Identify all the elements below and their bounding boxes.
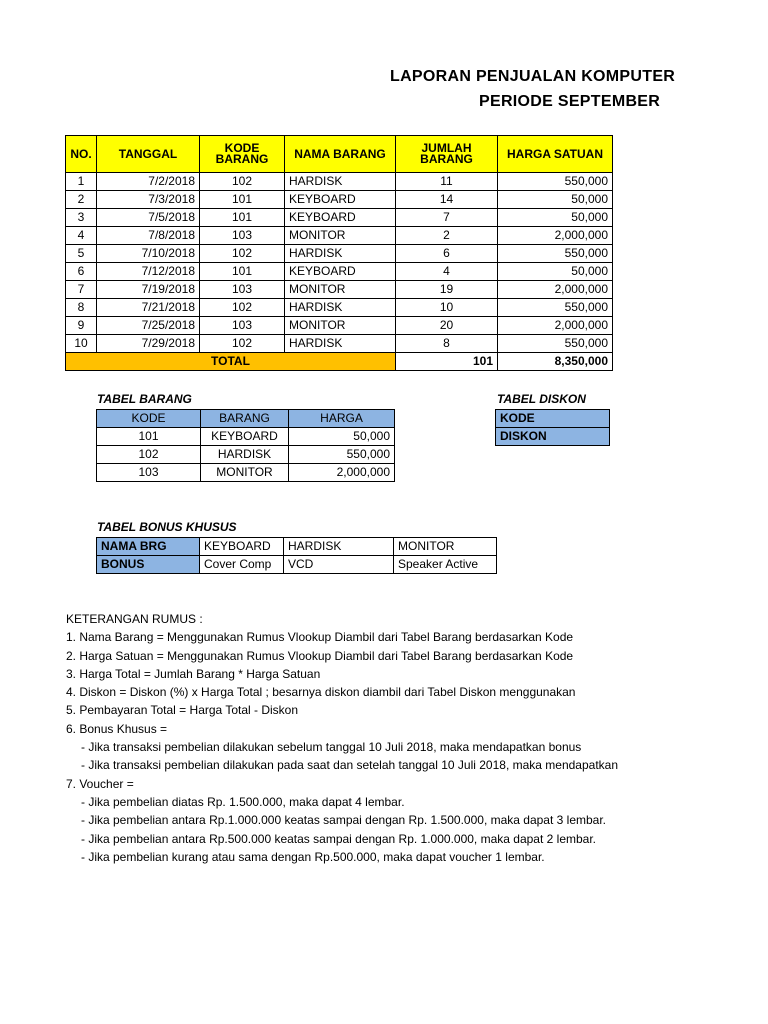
- table-row: [97, 464, 395, 482]
- report-title: LAPORAN PENJUALAN KOMPUTER: [390, 68, 676, 85]
- cell-no[interactable]: 8: [66, 299, 97, 317]
- cell-jumlah[interactable]: 19: [396, 281, 498, 299]
- cell-harga[interactable]: 2,000,000: [498, 317, 613, 335]
- header-kode-barang-label: KODE BARANG: [215, 141, 269, 166]
- cell-nama[interactable]: MONITOR: [285, 281, 396, 299]
- cell-kode[interactable]: 102: [200, 299, 285, 317]
- cell-kode[interactable]: 102: [200, 335, 285, 353]
- note-subline: - Jika transaksi pembelian dilakukan pada saat dan setelah tanggal 10 Juli 2018, maka mendapatkan: [81, 758, 619, 773]
- cell-kode[interactable]: 102: [200, 173, 285, 191]
- sales-table: [65, 135, 613, 371]
- tabel-diskon: [495, 409, 610, 446]
- barang-cell-nama[interactable]: HARDISK: [201, 446, 289, 464]
- tabel-bonus-title: TABEL BONUS KHUSUS: [97, 520, 237, 534]
- cell-no[interactable]: 10: [66, 335, 97, 353]
- diskon-row-kode: [496, 410, 610, 428]
- diskon-diskon-label[interactable]: DISKON: [496, 428, 610, 446]
- cell-tanggal[interactable]: 7/12/2018: [97, 263, 200, 281]
- barang-cell-kode[interactable]: 101: [97, 428, 201, 446]
- cell-no[interactable]: 4: [66, 227, 97, 245]
- header-nama-barang[interactable]: NAMA BARANG: [285, 136, 396, 173]
- barang-header-barang[interactable]: BARANG: [201, 410, 289, 428]
- barang-header-kode[interactable]: KODE: [97, 410, 201, 428]
- cell-nama[interactable]: MONITOR: [285, 227, 396, 245]
- table-row: [66, 335, 613, 353]
- barang-cell-kode[interactable]: 103: [97, 464, 201, 482]
- table-row: [66, 245, 613, 263]
- cell-no[interactable]: 9: [66, 317, 97, 335]
- cell-tanggal[interactable]: 7/21/2018: [97, 299, 200, 317]
- bonus-item-keyboard[interactable]: KEYBOARD: [200, 538, 284, 556]
- tabel-barang-title: TABEL BARANG: [97, 392, 192, 406]
- cell-nama[interactable]: KEYBOARD: [285, 191, 396, 209]
- cell-jumlah[interactable]: 14: [396, 191, 498, 209]
- table-row: [66, 191, 613, 209]
- note-subline: - Jika transaksi pembelian dilakukan sebelum tanggal 10 Juli 2018, maka mendapatkan bonus: [81, 740, 582, 755]
- notes-heading: KETERANGAN RUMUS :: [66, 612, 203, 626]
- cell-nama[interactable]: MONITOR: [285, 317, 396, 335]
- table-row: [66, 209, 613, 227]
- barang-cell-kode[interactable]: 102: [97, 446, 201, 464]
- cell-kode[interactable]: 101: [200, 209, 285, 227]
- cell-harga[interactable]: 2,000,000: [498, 281, 613, 299]
- cell-kode[interactable]: 103: [200, 281, 285, 299]
- diskon-kode-label[interactable]: KODE: [496, 410, 610, 428]
- note-subline: - Jika pembelian kurang atau sama dengan Rp.500.000, maka dapat voucher 1 lembar.: [81, 849, 545, 864]
- barang-cell-harga[interactable]: 550,000: [289, 446, 395, 464]
- cell-jumlah[interactable]: 11: [396, 173, 498, 191]
- cell-jumlah[interactable]: 7: [396, 209, 498, 227]
- cell-tanggal[interactable]: 7/29/2018: [97, 335, 200, 353]
- cell-tanggal[interactable]: 7/2/2018: [97, 173, 200, 191]
- cell-jumlah[interactable]: 4: [396, 263, 498, 281]
- table-row: [66, 227, 613, 245]
- table-row: [66, 317, 613, 335]
- cell-jumlah[interactable]: 8: [396, 335, 498, 353]
- table-row: [66, 173, 613, 191]
- cell-harga[interactable]: 550,000: [498, 335, 613, 353]
- cell-no[interactable]: 2: [66, 191, 97, 209]
- note-line: 5. Pembayaran Total = Harga Total - Diskon: [66, 703, 299, 718]
- barang-header-harga[interactable]: HARGA: [289, 410, 395, 428]
- barang-cell-nama[interactable]: KEYBOARD: [201, 428, 289, 446]
- header-jumlah-barang[interactable]: [396, 136, 498, 173]
- cell-no[interactable]: 6: [66, 263, 97, 281]
- cell-kode[interactable]: 103: [200, 227, 285, 245]
- formula-notes: [66, 610, 618, 866]
- cell-harga[interactable]: 50,000: [498, 191, 613, 209]
- bonus-bonus-label[interactable]: BONUS: [97, 556, 200, 574]
- note-subline: - Jika pembelian antara Rp.500.000 keatas sampai dengan Rp. 1.000.000, maka dapat 2 lembar.: [81, 831, 596, 846]
- cell-nama[interactable]: HARDISK: [285, 335, 396, 353]
- note-line: 6. Bonus Khusus =: [66, 721, 168, 736]
- total-row: [66, 353, 613, 371]
- cell-tanggal[interactable]: 7/5/2018: [97, 209, 200, 227]
- cell-nama[interactable]: KEYBOARD: [285, 209, 396, 227]
- note-line: 4. Diskon = Diskon (%) x Harga Total ; besarnya diskon diambil dari Tabel Diskon menggunakan: [66, 685, 576, 700]
- cell-harga[interactable]: 50,000: [498, 209, 613, 227]
- barang-cell-harga[interactable]: 2,000,000: [289, 464, 395, 482]
- table-row: [97, 446, 395, 464]
- header-harga-satuan[interactable]: HARGA SATUAN: [498, 136, 613, 173]
- cell-nama[interactable]: HARDISK: [285, 173, 396, 191]
- total-harga[interactable]: 8,350,000: [498, 353, 613, 371]
- barang-cell-harga[interactable]: 50,000: [289, 428, 395, 446]
- bonus-nama-brg-label[interactable]: NAMA BRG: [97, 538, 200, 556]
- cell-harga[interactable]: 550,000: [498, 173, 613, 191]
- note-line: 7. Voucher =: [66, 776, 134, 791]
- tabel-bonus-khusus: [96, 537, 497, 574]
- bonus-item-hardisk[interactable]: HARDISK: [284, 538, 394, 556]
- header-tanggal[interactable]: TANGGAL: [97, 136, 200, 173]
- total-jumlah[interactable]: 101: [396, 353, 498, 371]
- table-row: [66, 299, 613, 317]
- bonus-row-nama: [97, 538, 497, 556]
- diskon-row-diskon: [496, 428, 610, 446]
- tabel-diskon-title: TABEL DISKON: [497, 392, 586, 406]
- report-period: PERIODE SEPTEMBER: [479, 93, 661, 110]
- cell-no[interactable]: 1: [66, 173, 97, 191]
- cell-jumlah[interactable]: 20: [396, 317, 498, 335]
- cell-jumlah[interactable]: 10: [396, 299, 498, 317]
- cell-no[interactable]: 3: [66, 209, 97, 227]
- cell-harga[interactable]: 550,000: [498, 299, 613, 317]
- note-line: 2. Harga Satuan = Menggunakan Rumus Vlookup Diambil dari Tabel Barang berdasarkan Kode: [66, 648, 574, 663]
- cell-harga[interactable]: 550,000: [498, 245, 613, 263]
- cell-nama[interactable]: KEYBOARD: [285, 263, 396, 281]
- cell-tanggal[interactable]: 7/3/2018: [97, 191, 200, 209]
- header-no[interactable]: NO.: [66, 136, 97, 173]
- barang-cell-nama[interactable]: MONITOR: [201, 464, 289, 482]
- bonus-row-bonus: [97, 556, 497, 574]
- cell-kode[interactable]: 101: [200, 263, 285, 281]
- cell-nama[interactable]: HARDISK: [285, 299, 396, 317]
- sales-table-header: [66, 136, 613, 173]
- table-row: [97, 428, 395, 446]
- cell-no[interactable]: 5: [66, 245, 97, 263]
- cell-tanggal[interactable]: 7/8/2018: [97, 227, 200, 245]
- cell-tanggal[interactable]: 7/10/2018: [97, 245, 200, 263]
- note-subline: - Jika pembelian antara Rp.1.000.000 keatas sampai dengan Rp. 1.500.000, maka dapat 3 lembar.: [81, 813, 607, 828]
- tabel-barang: [96, 409, 395, 482]
- total-label[interactable]: TOTAL: [66, 353, 396, 371]
- bonus-value-keyboard[interactable]: Cover Comp: [200, 556, 284, 574]
- cell-jumlah[interactable]: 2: [396, 227, 498, 245]
- bonus-item-monitor[interactable]: MONITOR: [394, 538, 497, 556]
- cell-no[interactable]: 7: [66, 281, 97, 299]
- header-jumlah-barang-label: JUMLAH BARANG: [420, 141, 473, 166]
- header-kode-barang[interactable]: [200, 136, 285, 173]
- cell-jumlah[interactable]: 6: [396, 245, 498, 263]
- bonus-value-monitor[interactable]: Speaker Active: [394, 556, 497, 574]
- cell-tanggal[interactable]: 7/25/2018: [97, 317, 200, 335]
- cell-nama[interactable]: HARDISK: [285, 245, 396, 263]
- cell-harga[interactable]: 50,000: [498, 263, 613, 281]
- note-line: 3. Harga Total = Jumlah Barang * Harga Satuan: [66, 666, 321, 681]
- cell-kode[interactable]: 103: [200, 317, 285, 335]
- note-line: 1. Nama Barang = Menggunakan Rumus Vlookup Diambil dari Tabel Barang berdasarkan Kode: [66, 630, 574, 645]
- cell-kode[interactable]: 102: [200, 245, 285, 263]
- note-subline: - Jika pembelian diatas Rp. 1.500.000, maka dapat 4 lembar.: [81, 794, 405, 809]
- cell-harga[interactable]: 2,000,000: [498, 227, 613, 245]
- table-row: [66, 281, 613, 299]
- cell-kode[interactable]: 101: [200, 191, 285, 209]
- tabel-barang-header: [97, 410, 395, 428]
- table-row: [66, 263, 613, 281]
- cell-tanggal[interactable]: 7/19/2018: [97, 281, 200, 299]
- bonus-value-hardisk[interactable]: VCD: [284, 556, 394, 574]
